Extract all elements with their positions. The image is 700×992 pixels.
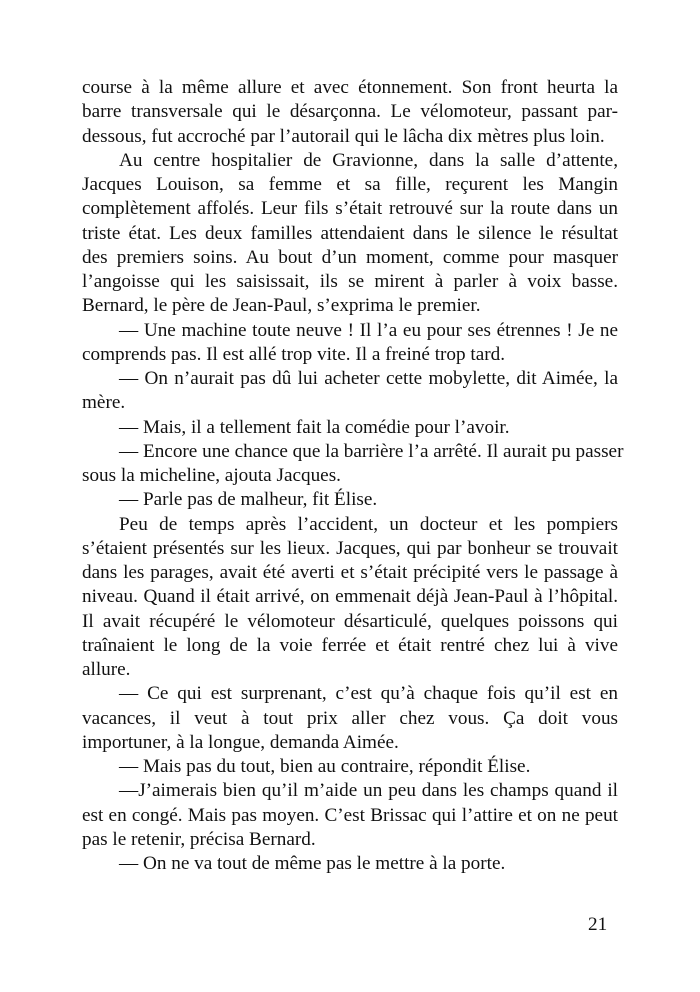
text-line: Bernard, le père de Jean-Paul, s’exprima le premier. — [82, 295, 481, 317]
text-line: allure. — [82, 659, 131, 680]
text-line: s’étaient présentés sur les lieux. Jacques, qui par bonheur se trouvait — [82, 537, 618, 559]
page-number: 21 — [588, 914, 608, 935]
text-line: est en congé. Mais pas moyen. C’est Brissac qui l’attire et on ne peut — [82, 804, 618, 826]
paragraph — [82, 513, 618, 683]
paragraph — [82, 76, 618, 149]
paragraph — [82, 682, 618, 755]
text-line: complètement affolés. Leur fils s’était retrouvé sur la route dans un — [82, 198, 618, 220]
paragraph — [82, 852, 618, 876]
paragraph — [82, 779, 618, 852]
paragraph — [82, 416, 618, 440]
text-line: pas le retenir, précisa Bernard. — [82, 828, 316, 850]
text-line: — Mais pas du tout, bien au contraire, répondit Élise. — [119, 756, 531, 777]
text-line: Au centre hospitalier de Gravionne, dans la salle d’attente, — [119, 149, 618, 171]
text-line: niveau. Quand il était arrivé, on emmenait déjà Jean-Paul à l’hôpital. — [82, 586, 618, 608]
text-line: — On ne va tout de même pas le mettre à la porte. — [119, 853, 506, 874]
body-text — [82, 76, 624, 876]
text-line: comprends pas. Il est allé trop vite. Il a freiné trop tard. — [82, 343, 506, 365]
paragraph — [82, 149, 618, 319]
paragraph — [82, 755, 618, 779]
text-line: dans les parages, avait été averti et s’était précipité vers le passage à — [82, 562, 618, 583]
text-line: — Ce qui est surprenant, c’est qu’à chaque fois qu’il est en — [119, 683, 618, 705]
text-line: — Mais, il a tellement fait la comédie pour l’avoir. — [119, 416, 510, 438]
text-line: — Encore une chance que la barrière l’a arrêté. Il aurait pu passer — [119, 440, 624, 462]
text-line: mère. — [82, 392, 126, 414]
text-line: traînaient le long de la voie ferrée et était rentré chez lui à vive — [82, 634, 618, 656]
text-line: importuner, à la longue, demanda Aimée. — [82, 731, 399, 753]
text-line: course à la même allure et avec étonnement. Son front heurta la — [82, 77, 618, 98]
text-line: Il avait récupéré le vélomoteur désarticulé, quelques poissons qui — [82, 610, 618, 632]
text-line: vacances, il veut à tout prix aller chez vous. Ça doit vous — [82, 707, 618, 729]
paragraph — [82, 319, 618, 368]
text-line: barre transversale qui le désarçonna. Le vélomoteur, passant par- — [82, 101, 618, 123]
text-line: Peu de temps après l’accident, un docteur et les pompiers — [119, 513, 618, 535]
text-line: — Parle pas de malheur, fit Élise. — [119, 489, 378, 511]
text-line: — On n’aurait pas dû lui acheter cette mobylette, dit Aimée, la — [119, 368, 618, 389]
text-line: —J’aimerais bien qu’il m’aide un peu dans les champs quand il — [119, 780, 618, 802]
text-line: dessous, fut accroché par l’autorail qui le lâcha dix mètres plus loin. — [82, 125, 605, 147]
text-line: des premiers soins. Au bout d’un moment, comme pour masquer — [82, 246, 618, 268]
text-line: l’angoisse qui les saisissait, ils se mirent à parler à voix basse. — [82, 271, 618, 292]
paragraph — [82, 367, 618, 416]
text-line: sous la micheline, ajouta Jacques. — [82, 465, 341, 486]
paragraph — [82, 488, 618, 512]
text-line: — Une machine toute neuve ! Il l’a eu pour ses étrennes ! Je ne — [119, 319, 618, 341]
paragraph — [82, 440, 624, 489]
text-line: triste état. Les deux familles attendaient dans le silence le résultat — [82, 222, 618, 244]
text-line: Jacques Louison, sa femme et sa fille, reçurent les Mangin — [82, 174, 618, 195]
